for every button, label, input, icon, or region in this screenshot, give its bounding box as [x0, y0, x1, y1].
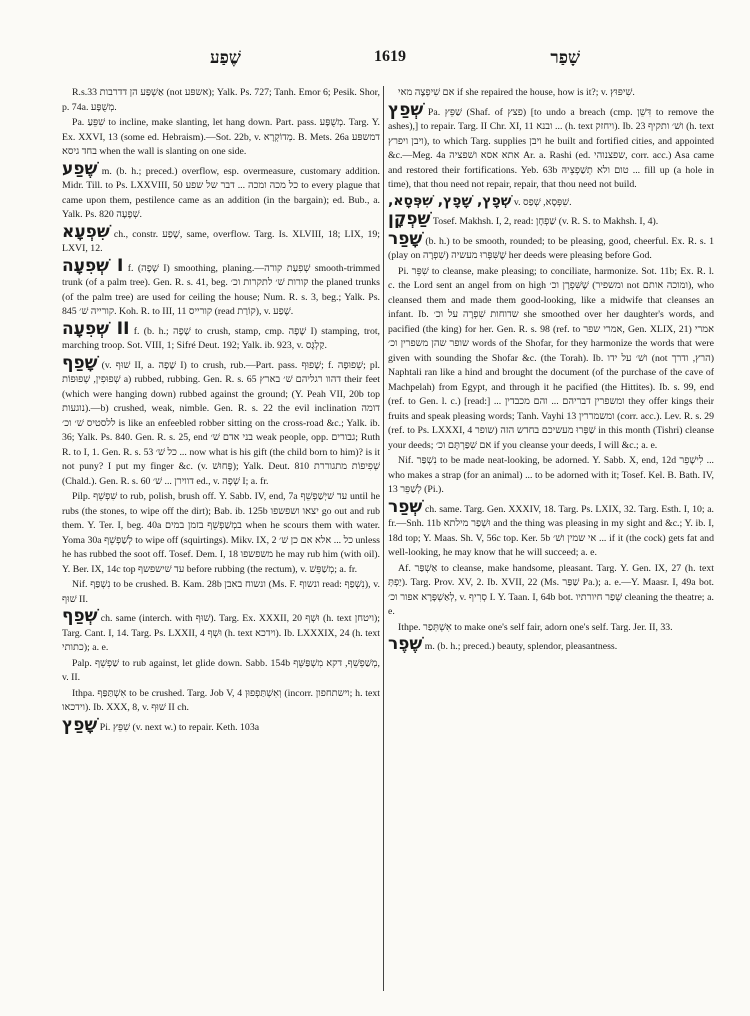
entry-text: m. (b. h.; preced.) overflow, esp. overmeasure, customary addition. Midr. Till. to Ps. LXXVIII, 50 כל מכה ומכה ... דבר של שפע to every plague that came upon them, pestilence came as an addition (in the bargain); ed. Bub., a. Yalk. Ps. 820 שְׁפָעָה. [62, 165, 380, 220]
page-header [60, 48, 720, 72]
entry-text: v. שִׁפְּסָא, שְׁפַס. [513, 196, 572, 208]
dictionary-entry [62, 608, 380, 656]
entry-text: Ithpe. אִשְׁתְּפַר to make one's self fair, adorn one's self. Targ. Jer. II, 33. [398, 621, 673, 633]
dictionary-entry [62, 490, 380, 577]
dictionary-entry [62, 657, 380, 686]
entry-headword: II שְׁפִעָה [62, 318, 130, 339]
entry-headword: שָׁפַר [388, 228, 423, 249]
dictionary-entry [62, 687, 380, 716]
dictionary-entry [388, 211, 714, 230]
entry-text: Pi. שִׁפֵּץ (v. next w.) to repair. Keth. 103a [99, 721, 260, 733]
entry-text: (v. שׁוּף II, a. שָׁפָה I) to crush, rub.—Part. pass. שָׁפוּף; f. שְׁפוּפָה; pl. שְׁפוּפִין, שְׁפוּפוֹת a) rubbed, rubbing. Gen. R. s. 65 דהוו רגליהם שׁ׳ בארץ their feet (which were hanging down) rubbed against the ground; (Y. Peah VII, 20b top נוגעות).—b) crushed, weak, nimble. Gen. R. s. 22 the evil inclination דומה ללסטיס שׁ׳ וכ׳ is like an enfeebled robber sitting on the cross-road &c.; Yalk. ib. 36; Yalk. Ps. 840. Gen. R. s. 25, end בני אדם שׁ׳ weak people, opp. גבורים; Ruth R. to I, 1. Gen. R. s. 53 כל שׁ׳ ... now what is his gift (the child born to him)? is it not puny? I put my finger &c. (v. פָּחוּשׁ); Yalk. Deut. 810 שְׁפִיפוֹת מתגוררת (Chald.). Gen. R. s. 60 דווירן ... שׁ׳ ed., v. שְׁפָה I; a. fr. [62, 359, 380, 487]
entry-text: Tosef. Makhsh. I, 2, read: שַׁפְחָן (v. R. S. to Makhsh. I, 4). [432, 216, 659, 227]
entry-headword: שְׁפָץ, שָׁפָץ, שִׁפְּסָא, [388, 192, 512, 209]
entry-text: R.s.33 אַשְׁפַּע הן דדרבות (not אשפּע); Yalk. Ps. 727; Tanh. Emor 6; Pesik. Shor, p. 74a. מְשֻׁפָּע. [62, 87, 380, 113]
entry-headword: שְׁפַף [62, 606, 98, 626]
dictionary-entry [388, 454, 714, 498]
column-divider [383, 86, 384, 991]
entry-headword: שֶׁפֶר [388, 634, 423, 654]
entry-text: Pi. שִׁפֵּר to cleanse, make pleasing; to conciliate, harmonize. Sot. 11b; Ex. R. l. c. the Lord sent an angel from on high שֶׁשִּׁפְרָן וכ׳ (ומשפיר not ומוכה אותם), who cleansed them and made them good-looking, like a midwife that cleanses an infant. Ib. שדוחות שִׁפְרָה על וכ׳ she smoothed over her daughter's words, and pacified (the king) for her. Gen. R. s. 98 (ref. to אמרי שפר, Gen. XLIX, 21) אמרי שופר שהן משפרין וכ׳ words of the Shofar, for they harmonize the words that were given with sounding the Shofar &c. (the Torah). Ib. ושׁ׳ על ידו (not הרץ, ודרך) Naphtali ran like a hind and brought the document (of the purchase of the cave of Machpelah) from Egypt, and through it he pacified (the Hittites). Ib. s. 99, end (ref. to Gen. l. c.) [read:] ... ומשפרין דבריהם ... והם מכבדין they offer kings their fruits and speak pleasing words; Tanh. Vayhi 13 ומשמררין (corr. acc.). Lev. R. s. 29 (ref. to Ps. LXXXI, 4 שופר) שַׁפְּרוּ מעשיכם בחדש הזה in this month (Tishri) cleanse your deeds; אם שִׁפַּרְתֶּם וכ׳ if you cleanse your deeds, I will &c.; a. e. [388, 265, 714, 451]
left-column [62, 86, 380, 1001]
entry-headword: שְׁפַץ [388, 99, 424, 120]
entry-headword: שְׁפַר [388, 496, 423, 517]
dictionary-entry [388, 496, 714, 561]
entry-text: f. (b. h.; שָׁפָה to crush, stamp, cmp. שָׁפָה I) stamping, trot, marching troop. Sot. VIII, 1; Sifré Deut. 192; Yalk. ib. 923, v. קַלְגָּס. [62, 325, 380, 351]
dictionary-entry [62, 221, 380, 257]
dictionary-entry [388, 621, 714, 636]
dictionary-entry [62, 578, 380, 607]
dictionary-entry [388, 636, 714, 655]
dictionary-entry [388, 99, 714, 193]
entry-text: Af. אַשְׁפַּר to cleanse, make handsome, pleasant. Targ. Y. Gen. IX, 27 (h. text יַפְתְּ). Targ. Prov. XV, 2. Ib. XVII, 22 (Ms. שַׁפַּר Pa.); a. e.—Y. Maasr. I, 49a bot. לְאַשְׁפָּרָא אפור וכ׳, v. סְרִיף I. Y. Taan. I, 64b bot. שְׁפַר חיורתיו cleaning the theatre; a. e. [388, 562, 714, 617]
dictionary-entry [62, 86, 380, 115]
entry-text: f. (שָׁפָה I) smoothing, planing.—שְׁפִעַת קורה smooth-trimmed trunk (of a palm tree). Gen. R. s. 41, beg. קורות שׁ׳ לתקרות וכ׳ the planed trunks (of the palm tree) are used for ceiling the house; Num. R. s. 3, beg.; Yalk. Ps. 845 קורייה שׁ׳. Koh. R. to III, 11 קורייס (read קוֹרַת), v. שֶׁפַע. [62, 262, 380, 317]
entry-headword: שֶׁפַע [62, 158, 98, 179]
entry-headword: שַׁפְקָן [388, 209, 431, 229]
header-guide-word-left: שֶׁפַע [210, 48, 241, 67]
entry-headword: שִׁפְעָא [62, 221, 110, 242]
dictionary-entry [388, 86, 714, 101]
dictionary-entry [62, 352, 380, 490]
entry-text: Pa. שַׁפֵּץ (Shaf. of פצץ) [to undo a breach (cmp. דִּשֵׁן to remove the ashes),] to repair. Targ. II Chr. XI, 11 ובנא ... (h. text ויחזק). Ib. 23 ושׁ׳ ותקיף (h. text ויבן ויפרץ), to which Targ. supplies ויבן he built and fortified cities, and appointed &c.—Meg. 4a אתא אסא ושׁפציה Ar. a. Rashi (ed. שפצנוהי, corr. acc.) Asa came and restored their fortifications. Yeb. 63b טום ולא תְשַׁפְצֵיהּ ... fill up (a hole in time), that thou need not repair, repair, that thou need not build. [388, 106, 714, 190]
entry-headword: I שְׁפִעָה [62, 255, 124, 276]
entry-text: ch., constr. שֶׁפַע, same, overflow. Targ. Is. XLVIII, 18; LIX, 19; LXVI, 12. [62, 228, 380, 254]
entry-text: Nif. נִשְׁפַּף to be crushed. B. Kam. 28b ונשוח באבן (Ms. F. ונשוף read: נִשְׁפַף), v. שׁוּף II. [62, 579, 380, 605]
entry-text: ch. same. Targ. Gen. XXXIV, 18. Targ. Ps. LXIX, 32. Targ. Esth. I, 10; a. fr.—Snh. 11b וּשְׁפַר מילתא and the thing was pleasing in my sight and &c.; Y. ib. I, 18d top; Y. Maas. Sh. V, 56c top. Ker. 5b אי שמין ושׁ׳ ... if it (the cock) gets fat and well-looking, he may know that he will succeed; a. e. [388, 503, 714, 558]
entry-text: Pilp. שִׁפְשֵׁף to rub, polish, brush off. Y. Sabb. IV, end, 7a עד שׁיְשַׁפְשֵׁף until he rubs (the stones, to wipe off the dirt); Bab. ib. 125b יצאו ושפשפו go out and rub them. Y. Ter. I, beg. 40a במְשַׁפְשֵׁף בזמן במים when he scours them with water. Yoma 30a לְשַׁפְשֵׁף to wipe off (squirtings). Mikv. IX, 2 כל ... אלא אם כן שׁ׳ unless he has rubbed the soot off. Tosef. Dem. I, 18 משפשפו he may rub him (with oil). Y. Ber. IX, 14c top עד שׁישפשף before rubbing (the rectum), v. מְשַׁפֵּשׁ; a. fr. [62, 491, 380, 575]
header-guide-word-right: שָׁפַר [550, 48, 580, 67]
dictionary-entry [388, 194, 714, 211]
dictionary-entry [388, 562, 714, 620]
entry-text: (b. h.) to be smooth, rounded; to be pleasing, good, cheerful. Ex. R. s. 1 (play on שִׁפְרָה) שֶׁשִּׁפְּרוּ מעשיה her deeds were pleasing before God. [388, 235, 714, 261]
dictionary-entry [62, 158, 380, 223]
entry-text: Palp. שַׁפְשֵׁף to rub against, let glide down. Sabb. 154b מְשַׁפְשֵׁף, דקא מִשְׁפַּשֵּׁף, v. II. [62, 657, 380, 683]
entry-text: Nif. נִשְׁפַּר to be made neat-looking, be adorned. Y. Sabb. X, end, 12d לִישָׁפֵר ... who makes a strap (for an animal) ... to be adorned with it; Tosef. Kel. B. Bath. IV, 13 לְשַׁפֵּר (Pi.). [388, 455, 714, 495]
dictionary-entry [62, 318, 380, 354]
dictionary-entry [62, 714, 380, 736]
entry-text: Ithpa. אִשְׁתַּפַּף to be crushed. Targ. Job V, 4 וְאִשְׁתַּפְפוּן (incorr. וישתחפון; h. text וידכאו). Ib. XXX, 8, v. שׁוּף II ch. [62, 687, 380, 713]
dictionary-entry [62, 116, 380, 160]
entry-text: m. (b. h.; preced.) beauty, splendor, pleasantness. [424, 641, 618, 652]
entry-text: אם שִׁיפְצָה מאי if she repaired the house, how is it?; v. שִׁיפּוּץ. [398, 87, 635, 98]
page-number: 1619 [374, 48, 406, 65]
dictionary-entry [388, 265, 714, 454]
entry-headword: שָׁפַף [62, 352, 98, 373]
right-column [388, 86, 714, 1001]
entry-text: Pa. שִׁפֵּעַ to incline, make slanting, let hang down. Part. pass. מְשֻׁפָּע. Targ. Y. Ex. XXVI, 13 (some ed. Hebraism).—Sot. 22b, v. מְדוֹקְרָא. B. Mets. 26a דמשפּע בחד גיסא when the wall is slanting on one side. [62, 117, 380, 157]
dictionary-entry [62, 255, 380, 320]
entry-headword: שָׁפַץ [62, 714, 98, 735]
entry-text: ch. same (interch. with שׁוּף). Targ. Ex. XXXII, 20 וּשְׁף (h. text ויטחן); Targ. Cant. I, 14. Targ. Ps. LXXII, 4 וּשְׁף (h. text וידכא). Ib. LXXXIX, 24 (h. text כתותי); a. e. [62, 613, 380, 653]
dictionary-entry [388, 228, 714, 264]
